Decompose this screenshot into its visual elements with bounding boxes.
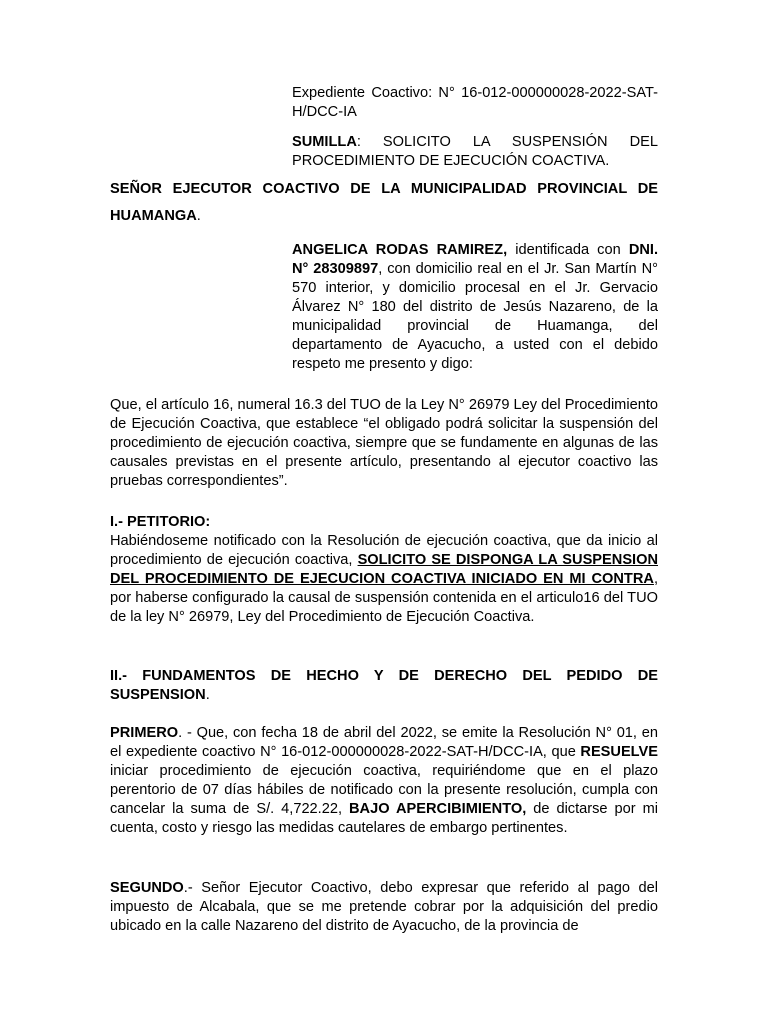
sumilla — [292, 133, 658, 171]
petitorio-request: SOLICITO SE DISPONGA LA SUSPENSION DEL PROCEDIMIENTO DE EJECUCION COACTIVA INICIADO EN MI CONTRA — [110, 552, 658, 587]
primero-paragraph: PRIMERO. - Que, con fecha 18 de abril del 2022, se emite la Resolución N° 01, en el expediente coactivo N° 16-012-000000028-2022-SAT-H/DCC-IA, que RESUELVE iniciar procedimiento de ejecución coactiva, requiriéndome que en el plazo perentorio de 07 días hábiles de notificado con la presente resolución, cumpla con cancelar la suma de S/. 4,722.22, BAJO APERCIBIMIENTO, de dictarse por mi cuenta, costo y riesgo las medidas cautelares de embargo pertinentes. — [110, 725, 658, 836]
sumilla-label: SUMILLA — [292, 134, 357, 150]
case-number: Expediente Coactivo: N° 16-012-000000028-2022-SAT-H/DCC-IA — [292, 85, 658, 120]
primero-label: PRIMERO — [110, 725, 179, 741]
applicant-dni: DNI. N° 28309897 — [292, 242, 658, 277]
section-fundamentos-heading: II.- FUNDAMENTOS DE HECHO Y DE DERECHO DEL PEDIDO DE SUSPENSION. — [110, 668, 658, 703]
applicant-name: ANGELICA RODAS RAMIREZ, — [292, 242, 508, 258]
applicant-intro: ANGELICA RODAS RAMIREZ, identificada con DNI. N° 28309897, con domicilio real en el Jr. San Martín N° 570 interior, y domicilio procesal en el Jr. Gervacio Álvarez N° 180 del distrito de Jesús Nazareno, de la municipalidad provincial de Huamanga, del departamento de Ayacucho, a usted con el debido respeto me presento y digo: — [292, 242, 658, 372]
segundo-label: SEGUNDO — [110, 880, 184, 896]
intro-paragraph: Que, el artículo 16, numeral 16.3 del TUO de la Ley N° 26979 Ley del Procedimiento de Ejecución Coactiva, que establece “el obligado podrá solicitar la suspensión del procedimiento de ejecución coactiva, siempre que se fundamente en algunas de las causales previstas en el presente artículo, presentando al ejecutor coactivo las pruebas correspondientes”. — [110, 397, 658, 489]
addressee-name: SEÑOR EJECUTOR COACTIVO DE LA MUNICIPALIDAD PROVINCIAL DE HUAMANGA — [110, 181, 658, 224]
section-petitorio-heading: I.- PETITORIO: — [110, 514, 211, 530]
petitorio-paragraph: Habiéndoseme notificado con la Resolución de ejecución coactiva, que da inicio al procedimiento de ejecución coactiva, SOLICITO SE DISPONGA LA SUSPENSION DEL PROCEDIMIENTO DE EJECUCION COACTIVA INICIADO EN MI CONTRA, por haberse configurado la causal de suspensión contenida en el articulo16 del TUO de la ley N° 26979, Ley del Procedimiento de Ejecución Coactiva. — [110, 533, 658, 625]
sumilla-text: : SOLICITO LA SUSPENSIÓN DEL PROCEDIMIENTO DE EJECUCIÓN COACTIVA. — [292, 134, 658, 169]
segundo-paragraph: SEGUNDO.- Señor Ejecutor Coactivo, debo expresar que referido al pago del impuesto de Alcabala, que se me pretende cobrar por la adquisición del predio ubicado en la calle Nazareno del distrito de Ayacucho, de la provincia de — [110, 880, 658, 934]
addressee: SEÑOR EJECUTOR COACTIVO DE LA MUNICIPALIDAD PROVINCIAL DE HUAMANGA. — [110, 181, 658, 224]
